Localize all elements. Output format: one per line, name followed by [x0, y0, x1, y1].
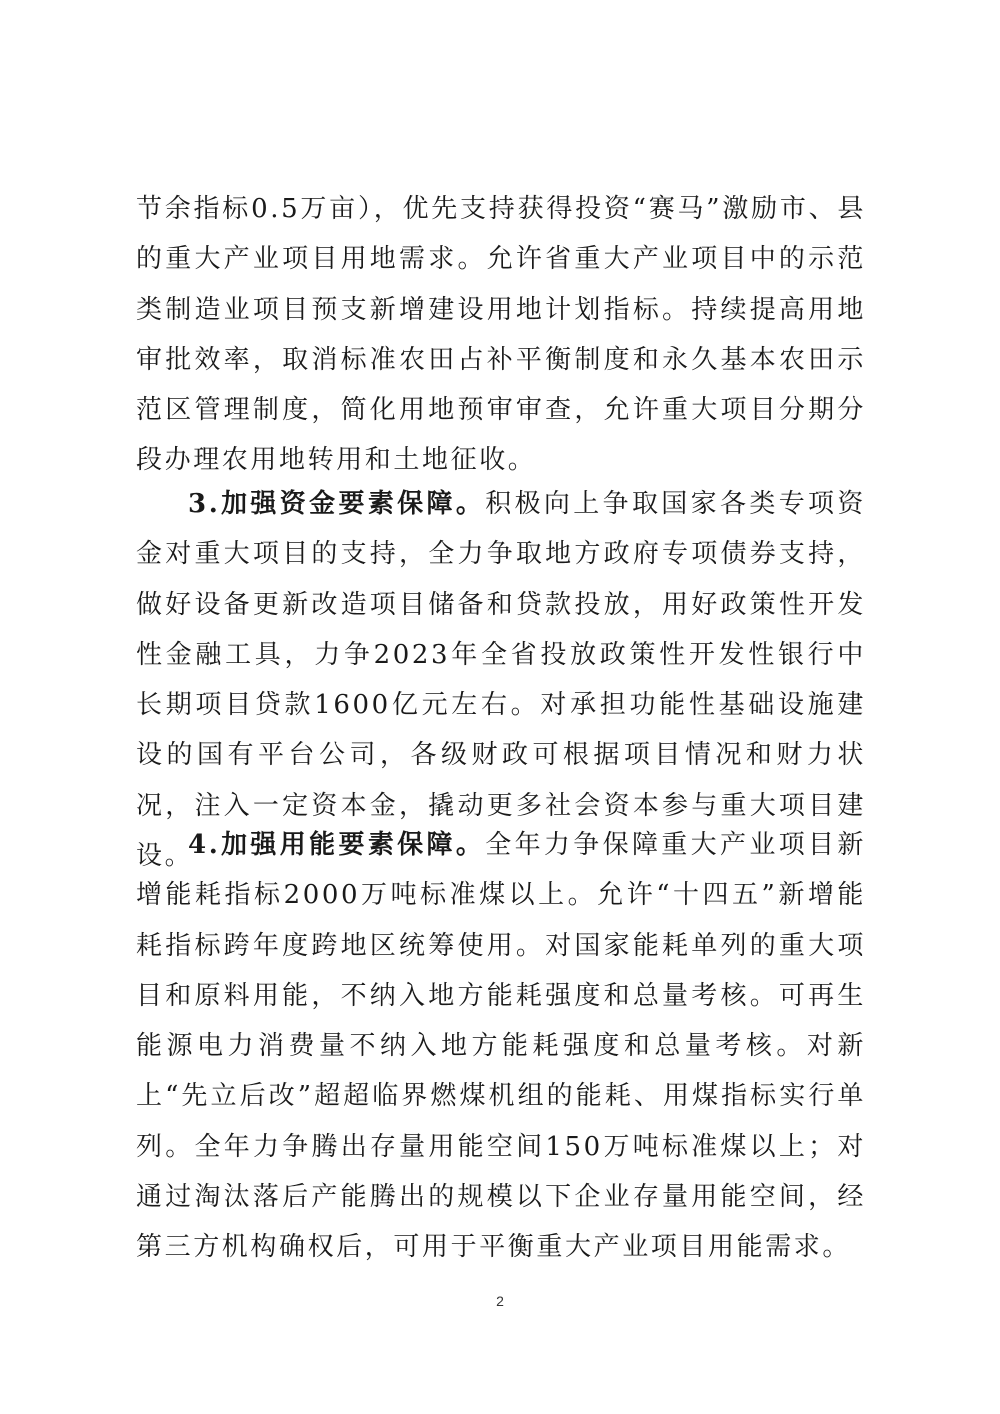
paragraph-land-quota	[136, 184, 866, 486]
paragraph-funding-text: 积极向上争取国家各类专项资金对重大项目的支持，全力争取地方政府专项债券支持，做好设备更新改造项目储备和贷款投放，用好政策性开发性金融工具，力争2023年全省投放政策性开发性银行中长期项目贷款1600亿元左右。对承担功能性基础设施建设的国有平台公司，各级财政可根据项目情况和财力状况，注入一定资本金，撬动更多社会资本参与重大项目建设。	[136, 489, 866, 872]
page-number: 2	[496, 1293, 504, 1309]
paragraph-land-quota-text: 节余指标0.5万亩），优先支持获得投资“赛马”激励市、县的重大产业项目用地需求。允许省重大产业项目中的示范类制造业项目预支新增建设用地计划指标。持续提高用地审批效率，取消标准农田占补平衡制度和永久基本农田示范区管理制度，简化用地预审审查，允许重大项目分期分段办理农用地转用和土地征收。	[136, 194, 866, 476]
paragraph-energy-text: 全年力争保障重大产业项目新增能耗指标2000万吨标准煤以上。允许“十四五”新增能耗指标跨年度跨地区统筹使用。对国家能耗单列的重大项目和原料用能，不纳入地方能耗强度和总量考核。可再生能源电力消费量不纳入地方能耗强度和总量考核。对新上“先立后改”超超临界燃煤机组的能耗、用煤指标实行单列。全年力争腾出存量用能空间150万吨标准煤以上；对通过淘汰落后产能腾出的规模以下企业存量用能空间，经第三方机构确权后，可用于平衡重大产业项目用能需求。	[136, 830, 866, 1263]
paragraph-energy-heading: 4.加强用能要素保障。	[188, 830, 486, 860]
paragraph-funding-heading: 3.加强资金要素保障。	[188, 489, 486, 519]
paragraph-energy-guarantee	[136, 820, 866, 1273]
